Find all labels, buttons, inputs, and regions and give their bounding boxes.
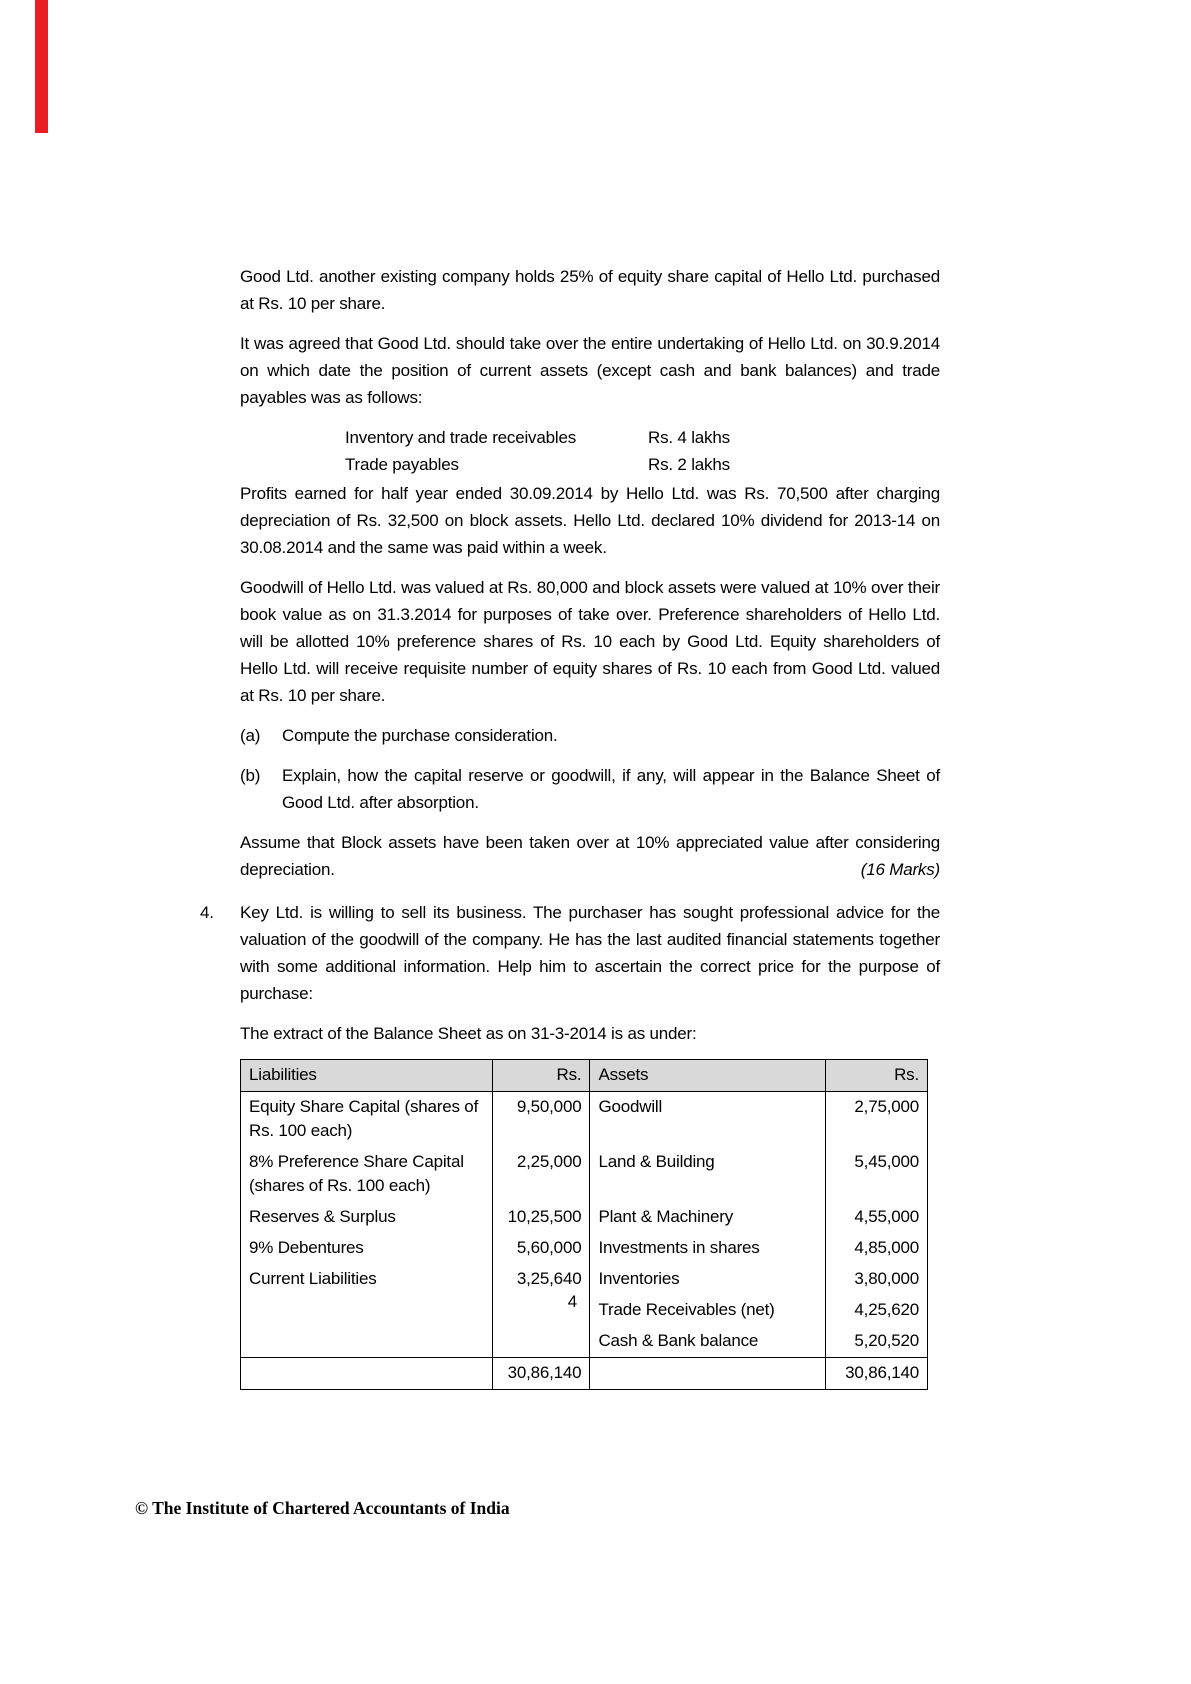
table-cell: 5,20,520 (826, 1326, 928, 1358)
table-total-row (241, 1358, 928, 1390)
table-cell: 5,60,000 (493, 1233, 590, 1264)
list-item (345, 424, 940, 451)
table-cell: 4,85,000 (826, 1233, 928, 1264)
list-item-value: Rs. 4 lakhs (648, 428, 730, 447)
sub-question-marker: (b) (240, 766, 261, 785)
table-cell: 8% Preference Share Capital (shares of Rs. 100 each) (241, 1147, 493, 1202)
table-cell: 3,25,640 (493, 1264, 590, 1295)
list-item-label: Trade payables (345, 455, 459, 474)
table-cell: 2,25,000 (493, 1147, 590, 1202)
header-rs-liabilities: Rs. (493, 1060, 590, 1092)
page-content (200, 263, 940, 1390)
paragraph-agreement: It was agreed that Good Ltd. should take over the entire undertaking of Hello Ltd. on 30.9.2014 on which date the position of current assets (except cash and bank balances) and trade payables was as follows: (240, 334, 940, 407)
table-cell: Investments in shares (590, 1233, 826, 1264)
table-cell (590, 1358, 826, 1390)
table-cell: 2,75,000 (826, 1092, 928, 1148)
table-cell: 10,25,500 (493, 1202, 590, 1233)
table-cell: 3,80,000 (826, 1264, 928, 1295)
table-cell: Inventories (590, 1264, 826, 1295)
table-cell: 9,50,000 (493, 1092, 590, 1148)
table-row (241, 1147, 928, 1202)
assumption-text: Assume that Block assets have been taken over at 10% appreciated value after considering depreciation. (240, 833, 940, 879)
sub-question-a (240, 722, 940, 749)
assumption-note (240, 829, 940, 883)
table-cell: 4,55,000 (826, 1202, 928, 1233)
list-item-value: Rs. 2 lakhs (648, 455, 730, 474)
balance-sheet-body (241, 1092, 928, 1390)
table-cell: Equity Share Capital (shares of Rs. 100 each) (241, 1092, 493, 1148)
table-cell: 4,25,620 (826, 1295, 928, 1326)
table-cell: Land & Building (590, 1147, 826, 1202)
copyright-footer: © The Institute of Chartered Accountants of India (135, 1498, 510, 1518)
sub-question-b (240, 762, 940, 816)
table-cell: Goodwill (590, 1092, 826, 1148)
sub-question-text: Compute the purchase consideration. (282, 726, 558, 745)
page-number: 4 (567, 1292, 578, 1311)
table-cell: Trade Receivables (net) (590, 1295, 826, 1326)
table-cell: Cash & Bank balance (590, 1326, 826, 1358)
table-cell (241, 1358, 493, 1390)
red-margin-stripe (35, 0, 48, 133)
paragraph-profits: Profits earned for half year ended 30.09.2014 by Hello Ltd. was Rs. 70,500 after charging depreciation of Rs. 32,500 on block assets. Hello Ltd. declared 10% dividend for 2013-14 on 30.08.2014 and the same was paid within a week. (240, 484, 940, 557)
header-liabilities: Liabilities (241, 1060, 493, 1092)
table-header-row (241, 1060, 928, 1092)
table-cell (493, 1326, 590, 1358)
list-item (345, 451, 940, 478)
sub-question-marker: (a) (240, 726, 261, 745)
header-rs-assets: Rs. (826, 1060, 928, 1092)
table-cell: 5,45,000 (826, 1147, 928, 1202)
table-row (241, 1233, 928, 1264)
table-row (241, 1326, 928, 1358)
current-assets-list (240, 424, 940, 478)
sub-question-text: Explain, how the capital reserve or goodwill, if any, will appear in the Balance Sheet of Good Ltd. after absorption. (282, 766, 940, 812)
balance-sheet-table (240, 1059, 928, 1390)
question-text: Key Ltd. is willing to sell its business. The purchaser has sought professional advice for the valuation of the goodwill of the company. He has the last audited financial statements together with some additional information. Help him to ascertain the correct price for the purpose of purchase: (240, 903, 940, 1003)
table-cell: 30,86,140 (493, 1358, 590, 1390)
list-item-label: Inventory and trade receivables (345, 428, 576, 447)
table-row (241, 1202, 928, 1233)
paragraph-good-ltd: Good Ltd. another existing company holds 25% of equity share capital of Hello Ltd. purchased at Rs. 10 per share. (240, 267, 940, 313)
table-cell (241, 1326, 493, 1358)
table-cell: Plant & Machinery (590, 1202, 826, 1233)
paragraph-goodwill: Goodwill of Hello Ltd. was valued at Rs. 80,000 and block assets were valued at 10% over their book value as on 31.3.2014 for purposes of take over. Preference shareholders of Hello Ltd. will be allotted 10% preference shares of Rs. 10 each by Good Ltd. Equity shareholders of Hello Ltd. will receive requisite number of equity shares of Rs. 10 each from Good Ltd. valued at Rs. 10 per share. (240, 578, 940, 705)
table-cell: Current Liabilities (241, 1264, 493, 1295)
table-cell: Reserves & Surplus (241, 1202, 493, 1233)
question-number: 4. (200, 903, 214, 922)
table-row (241, 1264, 928, 1295)
table-cell: 9% Debentures (241, 1233, 493, 1264)
table-cell: 30,86,140 (826, 1358, 928, 1390)
table-intro: The extract of the Balance Sheet as on 31-3-2014 is as under: (240, 1024, 697, 1043)
header-assets: Assets (590, 1060, 826, 1092)
question-4 (200, 899, 940, 1007)
marks-label: (16 Marks) (860, 860, 940, 879)
table-row (241, 1092, 928, 1148)
